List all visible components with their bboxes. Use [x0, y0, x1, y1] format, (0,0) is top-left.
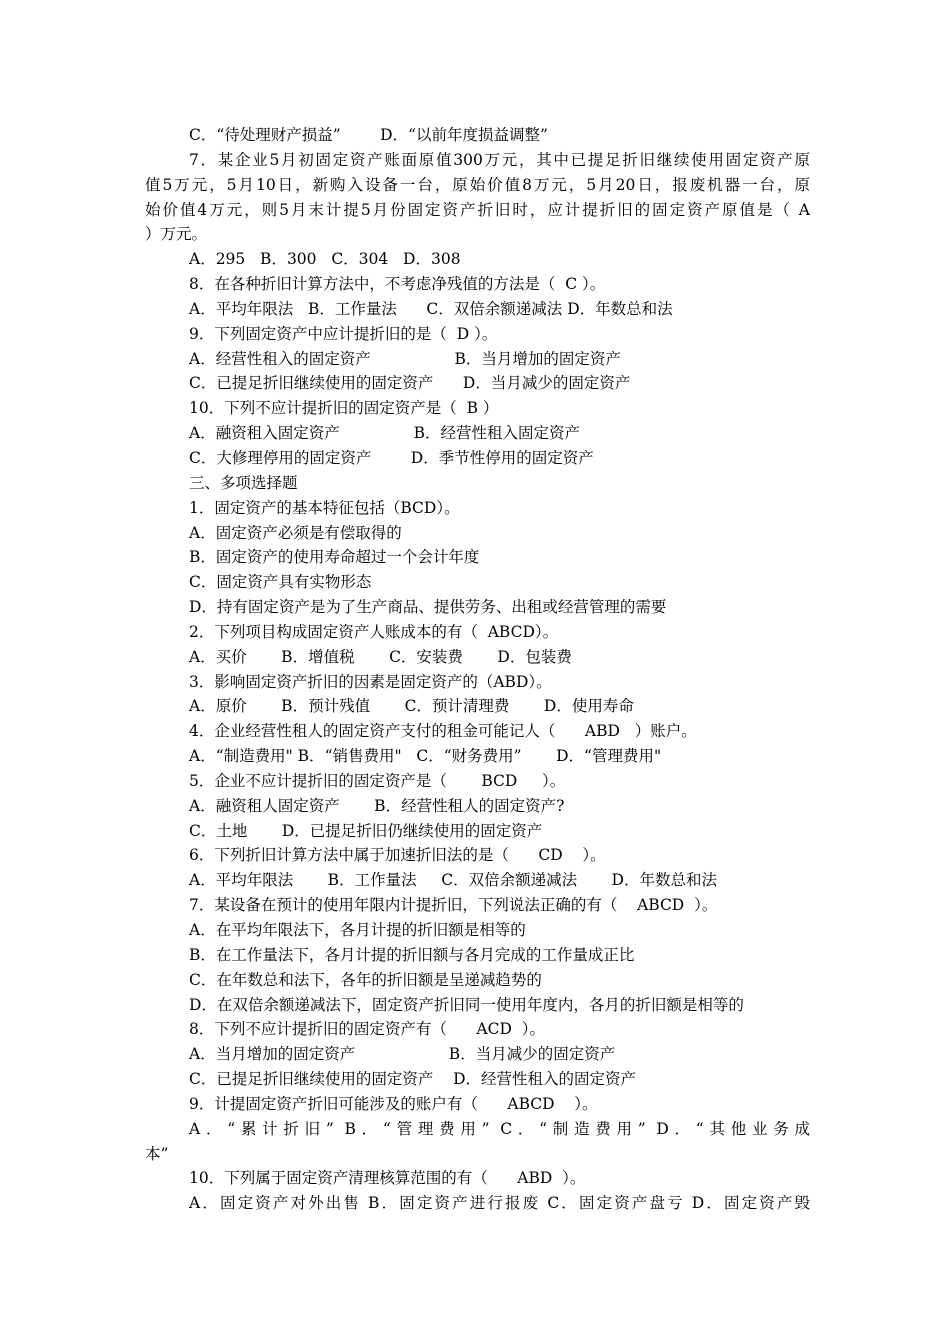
text-line: B．在工作量法下，各月计提的折旧额与各月完成的工作量成正比 [189, 945, 635, 964]
text-line: 始价值4万元，则5月末计提5月份固定资产折旧时，应计提折旧的固定资产原值是（ A [145, 200, 810, 219]
text-line: A．当月增加的固定资产 B．当月减少的固定资产 [189, 1045, 616, 1064]
text-line: A．原价 B．预计残值 C．预计清理费 D．使用寿命 [189, 697, 634, 716]
text-line: C．大修理停用的固定资产 D．季节性停用的固定资产 [189, 448, 594, 467]
text-line: 值5万元，5月10日，新购入设备一台，原始价值8万元，5月20日，报废机器一台，原 [145, 175, 810, 194]
text-line: 10．下列属于固定资产清理核算范围的有（ ABD ）。 [189, 1169, 586, 1188]
text-line: D．持有固定资产是为了生产商品、提供劳务、出租或经营管理的需要 [189, 598, 667, 617]
text-line: A．在平均年限法下，各月计提的折旧额是相等的 [189, 921, 526, 939]
text-line: 9．计提固定资产折旧可能涉及的账户有（ ABCD ）。 [189, 1094, 598, 1113]
text-line: 10．下列不应计提折旧的固定资产是（ B ） [189, 399, 499, 418]
text-line: 三、多项选择题 [189, 473, 298, 492]
document-body [145, 123, 810, 1216]
text-line: C．已提足折旧继续使用的固定资产 D．当月减少的固定资产 [189, 374, 631, 393]
text-line: 6．下列折旧计算方法中属于加速折旧法的是（ CD ）。 [189, 846, 606, 865]
text-line: A．平均年限法 B．工作量法 C．双倍余额递减法 D．年数总和法 [189, 871, 717, 890]
text-line: C．在年数总和法下，各年的折旧额是呈递减趋势的 [189, 970, 542, 989]
text-line: C．“待处理财产损益” D．“以前年度损益调整” [189, 126, 548, 144]
text-line: A．融资租人固定资产 B．经营性租人的固定资产? [189, 796, 565, 815]
text-line: A．经营性租入的固定资产 B．当月增加的固定资产 [189, 349, 621, 368]
text-line: 2．下列项目构成固定资产人账成本的有（ ABCD）。 [189, 622, 559, 641]
text-line: A．“累计折旧” B．“管理费用” C．“制造费用” D．“其他业务成 [189, 1119, 810, 1138]
text-line: 7．某设备在预计的使用年限内计提折旧，下列说法正确的有（ ABCD ）。 [189, 896, 718, 915]
text-line: 8．下列不应计提折旧的固定资产有（ ACD ）。 [189, 1020, 546, 1039]
text-line: ）万元。 [145, 225, 208, 244]
text-line: C．土地 D．已提足折旧仍继续使用的固定资产 [189, 821, 543, 840]
text-line: 7．某企业5月初固定资产账面原值300万元，其中已提足折旧继续使用固定资产原 [189, 150, 810, 169]
text-line: A．固定资产对外出售 B．固定资产进行报废 C．固定资产盘亏 D．固定资产毁 [189, 1194, 810, 1213]
text-line: A．固定资产必须是有偿取得的 [189, 523, 402, 542]
text-line: A．295 B．300 C．304 D．308 [189, 250, 461, 269]
text-line: A．“制造费用" B．“销售费用" C．“财务费用” D．“管理费用" [189, 747, 662, 766]
text-line: A．平均年限法 B．工作量法 C．双倍余额递减法 D．年数总和法 [189, 299, 673, 318]
text-line: 9．下列固定资产中应计提折旧的是（ D ）。 [189, 324, 498, 343]
text-line: A．融资租入固定资产 B．经营性租入固定资产 [189, 424, 580, 443]
text-line: 4．企业经营性租人的固定资产支付的租金可能记人（ ABD ）账户。 [189, 722, 697, 741]
text-line: C．固定资产具有实物形态 [189, 573, 372, 592]
text-line: D．在双倍余额递减法下，固定资产折旧同一使用年度内，各月的折旧额是相等的 [189, 995, 744, 1014]
text-line: 5．企业不应计提折旧的固定资产是（ BCD ）。 [189, 771, 566, 790]
text-line: A．买价 B．增值税 C．安装费 D．包装费 [189, 647, 572, 666]
text-line: 3．影响固定资产折旧的因素是固定资产的（ABD）。 [189, 672, 552, 691]
text-line: B．固定资产的使用寿命超过一个会计年度 [189, 548, 480, 567]
text-line: 本” [145, 1144, 169, 1163]
text-line: 8．在各种折旧计算方法中，不考虑净残值的方法是（ C ）。 [189, 275, 606, 294]
text-line: 1．固定资产的基本特征包括（BCD）。 [189, 498, 460, 517]
text-line: C．已提足折旧继续使用的固定资产 D．经营性租入的固定资产 [189, 1070, 636, 1089]
